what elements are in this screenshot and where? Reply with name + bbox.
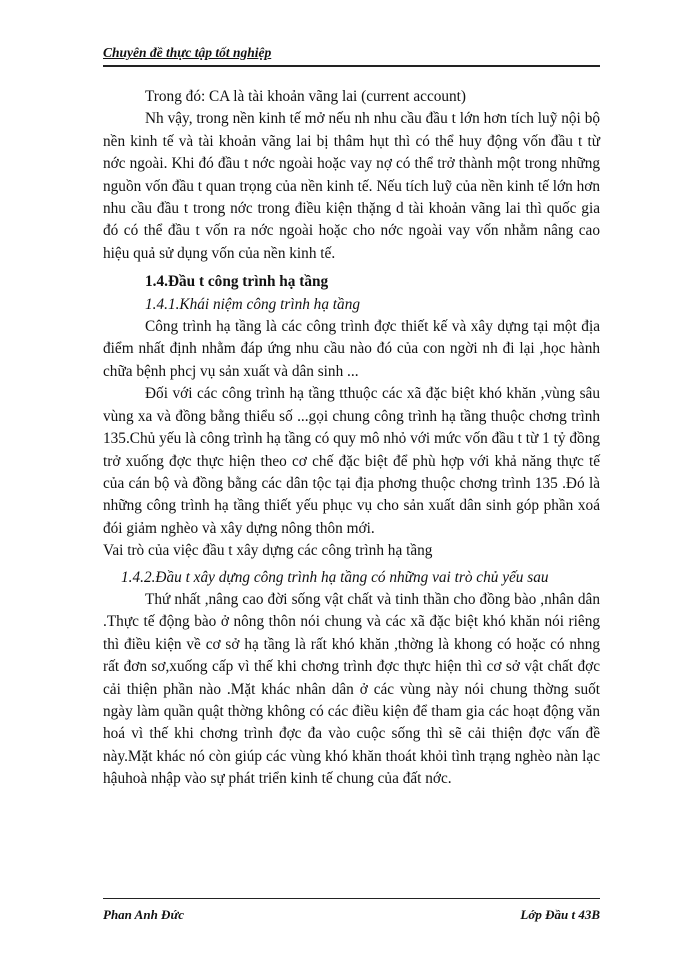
- paragraph-open-economy: Nh vậy, trong nền kinh tế mở nếu nh nhu cầu đầu t lớn hơn tích luỹ nội bộ nền kinh tế và tài khoản vãng lai bị thâm hụt thì có thể huy động vốn đầu t từ nớc ngoài. Khi đó đầu t nớc ngoài hoặc vay nợ có thể trở thành một trong những nguồn vốn đầu t quan trọng của nền kinh tế. Nếu tích luỹ của nền kinh tế lớn hơn nhu cầu đầu t trong nớc trong điều kiện thặng d tài khoản vãng lai thì quốc gia đó có thể đầu t vốn ra nớc ngoài hoặc cho nớc ngoài vay vốn nhằm nâng cao hiệu quả sử dụng vốn của nền kinh tế.: [103, 110, 600, 262]
- paragraph-infrastructure-definition: Công trình hạ tầng là các công trình đợc thiết kế và xây dựng tại một địa điểm nhất định nhằm đáp ứng nhu cầu nào đó của con ngời nh đi lại ,học hành chữa bệnh phcj vụ sản xuất và dân sinh ...: [103, 318, 600, 380]
- document-body: [103, 86, 600, 791]
- page-header: [103, 44, 600, 67]
- page-footer: [103, 898, 600, 923]
- footer-author: Phan Anh Đức: [103, 907, 184, 922]
- header-title: Chuyên đề thực tập tốt nghiệp: [103, 45, 272, 60]
- section-heading-1-4: 1.4.Đầu t công trình hạ tầng: [145, 273, 329, 291]
- subsection-heading-1-4-2: 1.4.2.Đầu t xây dựng công trình hạ tầng có những vai trò chủ yếu sau: [121, 568, 549, 586]
- paragraph-first-role: Thứ nhất ,nâng cao đời sống vật chất và tinh thần cho đồng bào ,nhân dân .Thực tế động bào ở nông thôn nói chung và các xã đặc biệt khó khăn nói riêng thì điều kiện về cơ sở hạ tầng là rất khó khăn ,thờng là khong có hoặc có nhng rất đơn sơ,xuống cấp vì thế khi chơng trình đợc thực hiện thì cơ sở vật chất đợc cải thiện phần nào .Mặt khác nhân dân ở các vùng này nói chung thờng suốt ngày làm quần quật thờng không có các điều kiện để tham gia các hoạt động văn hoá vì thế khi chơng trình đợc đa vào cuộc sống thì sẽ cải thiện đợc vấn đề này.Mặt khác nó còn giúp các vùng khó khăn thoát khỏi tình trạng nghèo nàn lạc hậuhoà nhập vào sự phát triển kinh tế chung của đất nớc.: [103, 590, 600, 788]
- paragraph-program-135: Đối với các công trình hạ tầng tthuộc các xã đặc biệt khó khăn ,vùng sâu vùng xa và đồng bằng thiểu số ...gọi chung công trình hạ tầng thuộc chơng trình 135.Chủ yếu là công trình hạ tầng có quy mô nhỏ với mức vốn đầu t từ 1 tỷ đồng trở xuống đợc thực hiện theo cơ chế đặc biệt để phù hợp với khả năng thực tế của cán bộ và đồng bằng các dân tộc tại địa phơng thuộc chơng trình 135 .Đó là những công trình hạ tầng thiết yếu phục vụ cho sản xuất dân sinh góp phần xoá đói giảm nghèo và xây dựng nông thôn mới.: [103, 385, 600, 537]
- subsection-heading-1-4-1: 1.4.1.Khái niệm công trình hạ tầng: [145, 295, 361, 313]
- paragraph-role-intro: Vai trò của việc đầu t xây dựng các công trình hạ tầng: [103, 542, 433, 560]
- paragraph-ca-definition: Trong đó: CA là tài khoản vãng lai (current account): [145, 88, 467, 105]
- footer-class: Lớp Đầu t 43B: [520, 907, 600, 922]
